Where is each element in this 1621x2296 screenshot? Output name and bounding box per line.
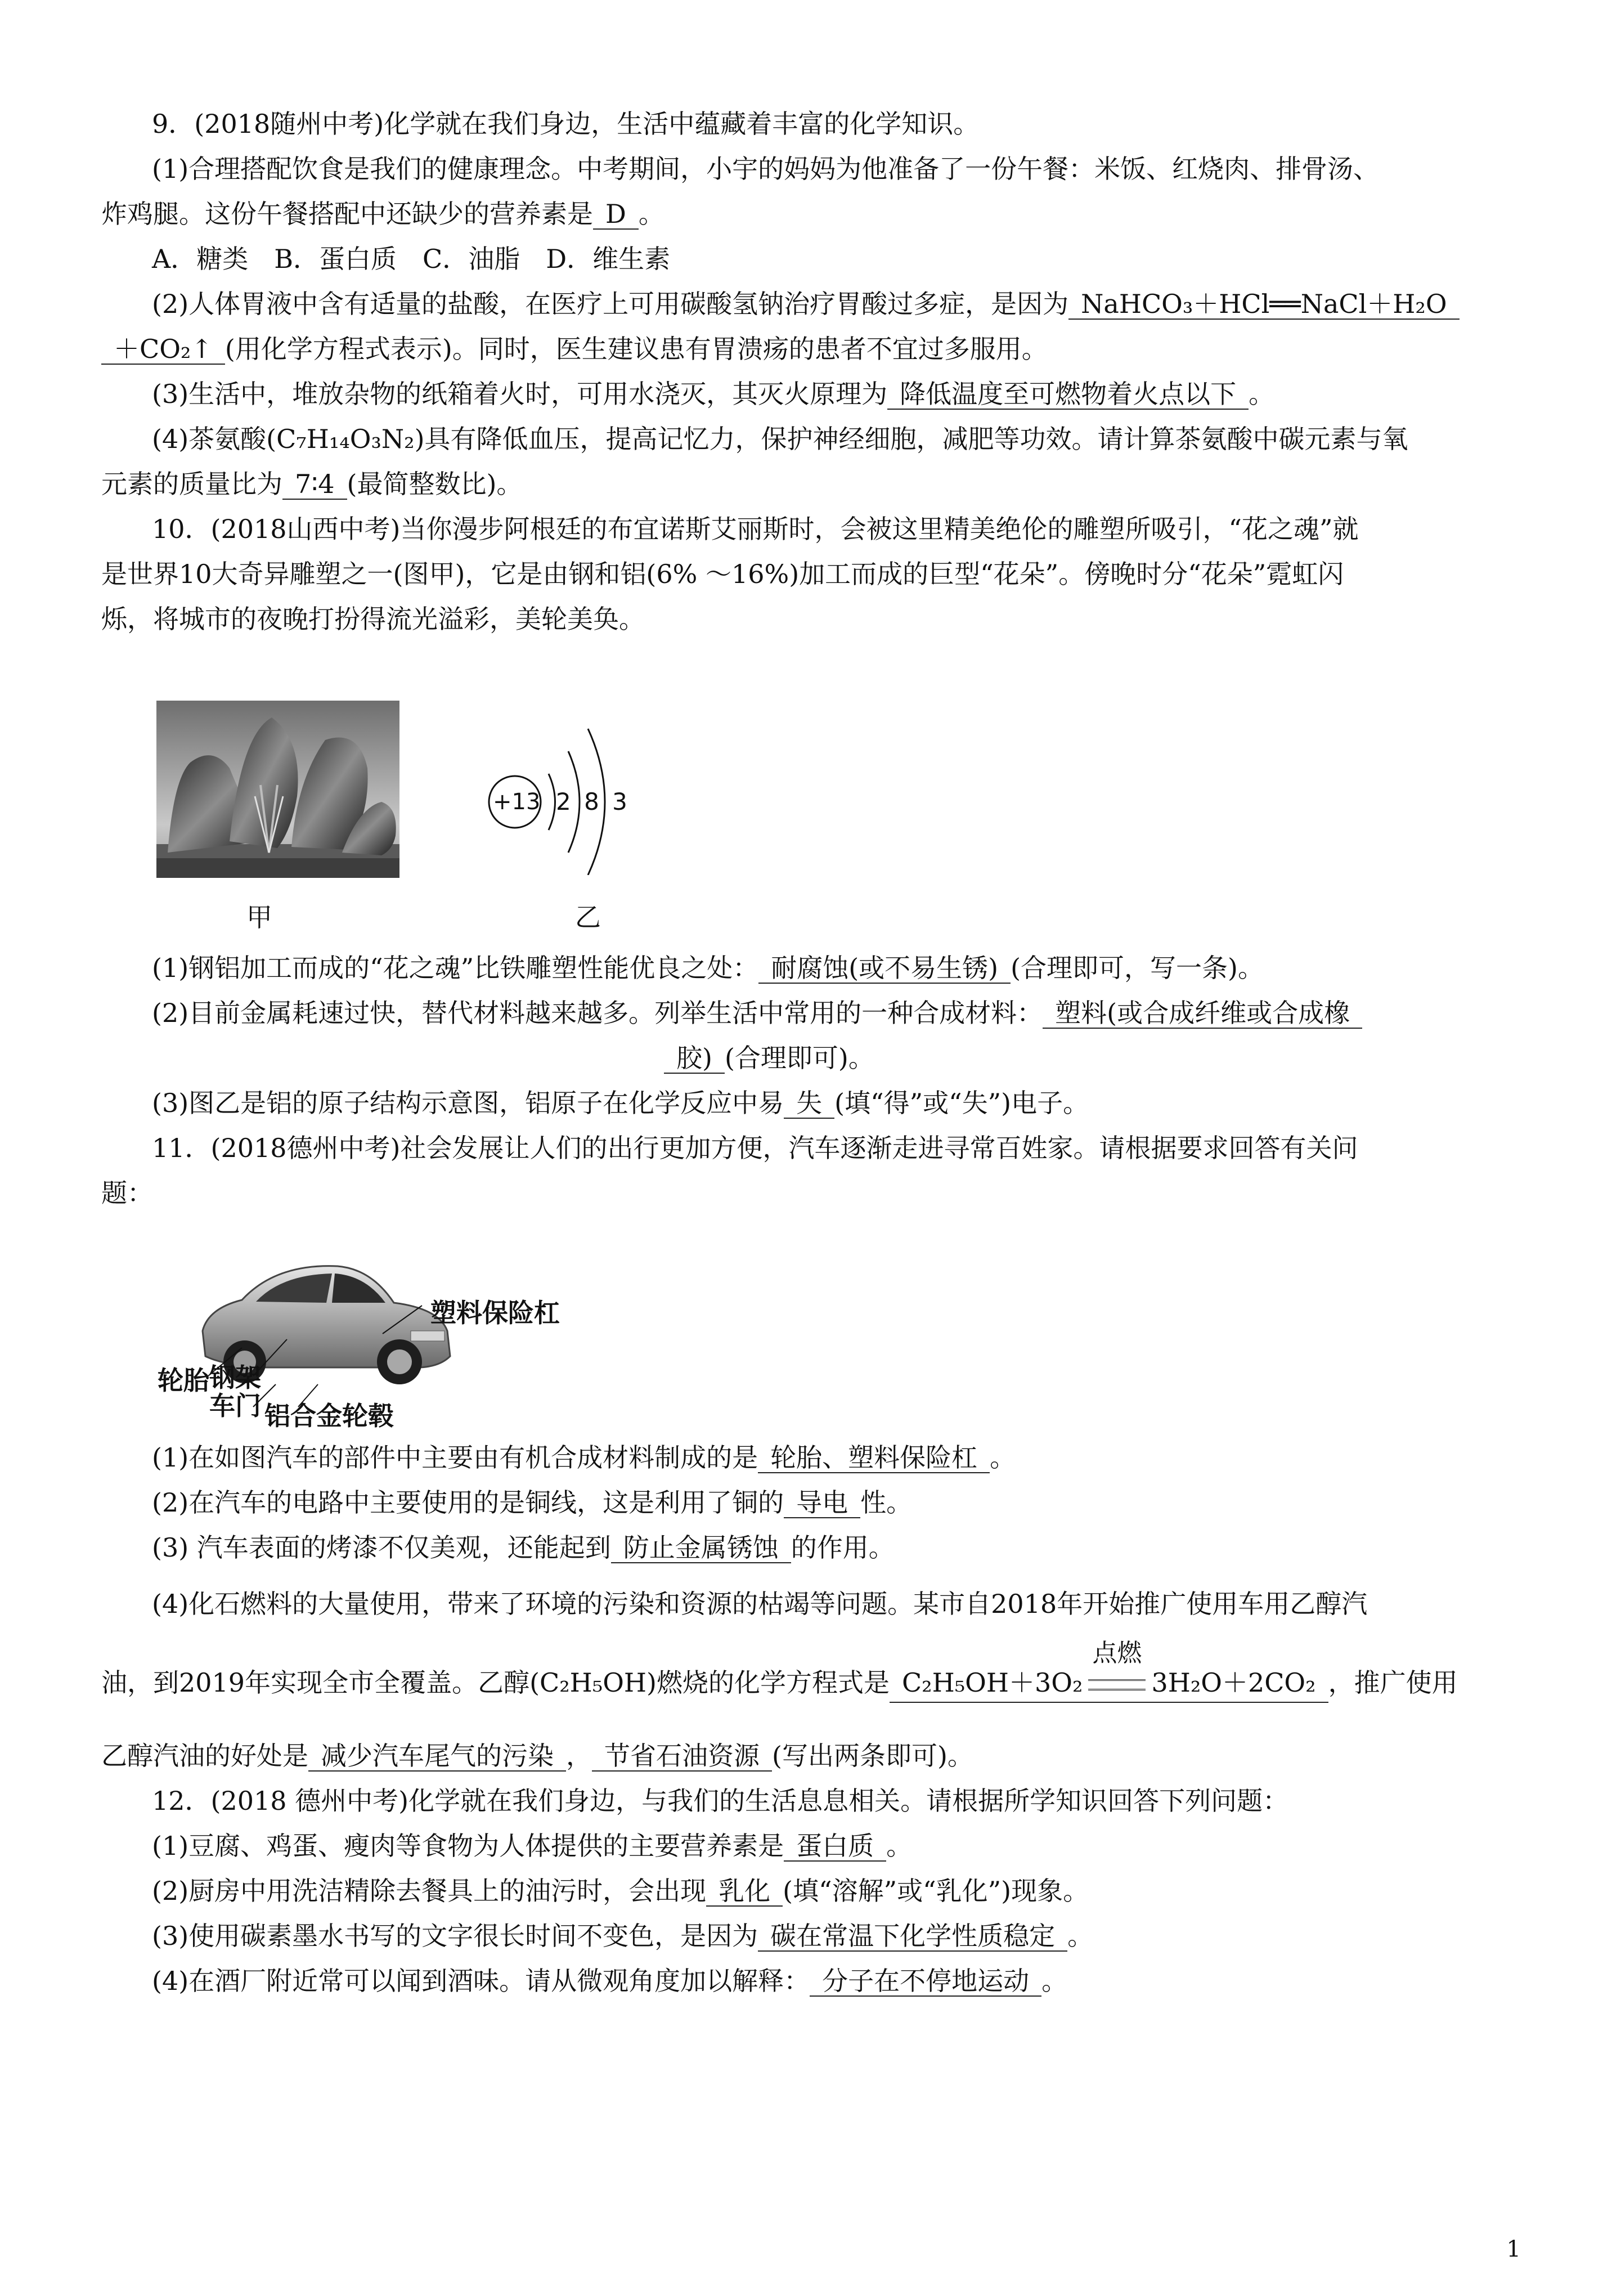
q11-part4-line1: (4)化石燃料的大量使用，带来了环境的污染和资源的枯竭等问题。某市自2018年开始推广使用车用乙醇汽 — [152, 1589, 1368, 1619]
page-number: 1 — [1506, 2236, 1521, 2262]
q10-answer3: 失 — [784, 1088, 834, 1119]
q11-part3: (3) 汽车表面的烤漆不仅美观，还能起到 防止金属锈蚀 的作用。 — [152, 1532, 895, 1563]
atom-nucleus-charge: +13 — [493, 789, 541, 815]
q12-part2: (2)厨房中用洗洁精除去餐具上的油污时，会出现 乳化 (填“溶解”或“乳化”)现象。 — [152, 1876, 1089, 1906]
flower-sculpture-photo — [156, 701, 399, 878]
q10-part2-line1: (2)目前金属耗速过快，替代材料越来越多。列举生活中常用的一种合成材料： 塑料(或合成纤维或合成橡 — [152, 996, 1362, 1030]
q12-answer1: 蛋白质 — [784, 1831, 886, 1862]
q11-answer4a: 减少汽车尾气的污染 — [308, 1741, 566, 1772]
q9-stem: 9．(2018随州中考)化学就在我们身边，生活中蕴藏着丰富的化学知识。 — [152, 109, 980, 139]
q9-answer4: 7∶4 — [282, 469, 347, 500]
reaction-condition: 点燃 — [1086, 1668, 1148, 1702]
q10-stem-line2: 是世界10大奇异雕塑之一(图甲)，它是由钢和铝(6% ～16%)加工而成的巨型“花朵”。傍晚时分“花朵”霓虹闪 — [101, 559, 1344, 589]
q10-answer1: 耐腐蚀(或不易生锈) — [758, 953, 1011, 984]
q10-stem-line1: 10．(2018山西中考)当你漫步阿根廷的布宜诺斯艾丽斯时，会被这里精美绝伦的雕塑所吸引，“花之魂”就 — [152, 514, 1359, 544]
q9-part1-line2: 炸鸡腿。这份午餐搭配中还缺少的营养素是 D 。 — [101, 199, 664, 229]
q11-part4-line2: 油，到2019年实现全市全覆盖。乙醇(C₂H₅OH)燃烧的化学方程式是 C₂H₅OH＋3O₂ 点燃 3H₂O＋2CO₂ ，推广使用 — [101, 1666, 1458, 1703]
q11-part2: (2)在汽车的电路中主要使用的是铜线，这是利用了铜的 导电 性。 — [152, 1487, 913, 1518]
q9-answer1: D — [593, 199, 639, 230]
q11-stem-line2: 题： — [101, 1178, 153, 1208]
label-plastic-bumper: 塑料保险杠 — [430, 1298, 560, 1328]
q9-answer2a: NaHCO₃＋HCl══NaCl＋H₂O — [1068, 289, 1459, 320]
q11-equation: C₂H₅OH＋3O₂ 点燃 3H₂O＋2CO₂ — [890, 1668, 1328, 1703]
figure-b-label: 乙 — [575, 902, 601, 932]
label-steel-frame: 钢架 — [209, 1362, 261, 1393]
q12-part1: (1)豆腐、鸡蛋、瘦肉等食物为人体提供的主要营养素是 蛋白质 。 — [152, 1831, 913, 1861]
q12-answer3: 碳在常温下化学性质稳定 — [758, 1921, 1067, 1952]
q12-part3: (3)使用碳素墨水书写的文字很长时间不变色，是因为 碳在常温下化学性质稳定 。 — [152, 1921, 1094, 1951]
q9-part2-line1: (2)人体胃液中含有适量的盐酸，在医疗上可用碳酸氢钠治疗胃酸过多症，是因为 NaHCO₃＋HCl══NaCl＋H₂O — [152, 287, 1460, 321]
atom-shell-electrons: 2 8 3 — [556, 788, 627, 815]
q12-part4: (4)在酒厂附近常可以闻到酒味。请从微观角度加以解释： 分子在不停地运动 。 — [152, 1966, 1068, 1996]
q11-answer4b: 节省石油资源 — [592, 1741, 772, 1772]
q10-answer2b: 胶) — [664, 1043, 725, 1074]
q9-part2-line2: ＋CO₂↑ (用化学方程式表示)。同时，医生建议患有胃溃疡的患者不宜过多服用。 — [101, 332, 1048, 366]
q11-answer3: 防止金属锈蚀 — [611, 1533, 791, 1563]
q11-stem-line1: 11．(2018德州中考)社会发展让人们的出行更加方便，汽车逐渐走进寻常百姓家。请根据要求回答有关问 — [152, 1133, 1358, 1163]
q9-part1-line1: (1)合理搭配饮食是我们的健康理念。中考期间，小宇的妈妈为他准备了一份午餐：米饭、红烧肉、排骨汤、 — [152, 154, 1380, 184]
label-tire: 轮胎 — [158, 1365, 209, 1396]
q9-part3: (3)生活中，堆放杂物的纸箱着火时，可用水浇灭，其灭火原理为 降低温度至可燃物着火点以下 。 — [152, 379, 1275, 409]
q11-answer1: 轮胎、塑料保险杠 — [758, 1443, 990, 1473]
q12-answer2: 乳化 — [706, 1876, 783, 1907]
q9-part4-line2: 元素的质量比为 7∶4 (最简整数比)。 — [101, 469, 523, 499]
label-car-door: 车门 — [209, 1391, 261, 1421]
q9-part4-line1: (4)茶氨酸(C₇H₁₄O₃N₂)具有降低血压，提高记忆力，保护神经细胞，减肥等功效。请计算茶氨酸中碳元素与氧 — [152, 424, 1408, 454]
q9-answer2b: ＋CO₂↑ — [101, 334, 225, 365]
q10-part1: (1)钢铝加工而成的“花之魂”比铁雕塑性能优良之处： 耐腐蚀(或不易生锈) (合理即可，写一条)。 — [152, 953, 1264, 983]
q12-answer4: 分子在不停地运动 — [810, 1966, 1041, 1997]
q10-part3: (3)图乙是铝的原子结构示意图，铝原子在化学反应中易 失 (填“得”或“失”)电子。 — [152, 1088, 1089, 1118]
q12-stem: 12．(2018 德州中考)化学就在我们身边，与我们的生活息息相关。请根据所学知识回答下列问题： — [152, 1786, 1289, 1816]
car-label-pointers — [158, 1272, 439, 1418]
q10-stem-line3: 烁，将城市的夜晚打扮得流光溢彩，美轮美奂。 — [101, 604, 645, 634]
figure-a-label: 甲 — [246, 902, 272, 932]
q10-part2-line2: 胶) (合理即可)。 — [664, 1041, 874, 1075]
q11-part4-line3: 乙醇汽油的好处是 减少汽车尾气的污染 ， 节省石油资源 (写出两条即可)。 — [101, 1741, 973, 1771]
q11-part1: (1)在如图汽车的部件中主要由有机合成材料制成的是 轮胎、塑料保险杠 。 — [152, 1442, 1016, 1473]
label-aluminum-hub: 铝合金轮毂 — [264, 1401, 394, 1431]
q11-answer2: 导电 — [784, 1488, 860, 1518]
q9-answer3: 降低温度至可燃物着火点以下 — [887, 379, 1249, 410]
q10-answer2a: 塑料(或合成纤维或合成橡 — [1043, 998, 1362, 1029]
q9-options: A．糖类 B．蛋白质 C．油脂 D．维生素 — [152, 244, 671, 274]
